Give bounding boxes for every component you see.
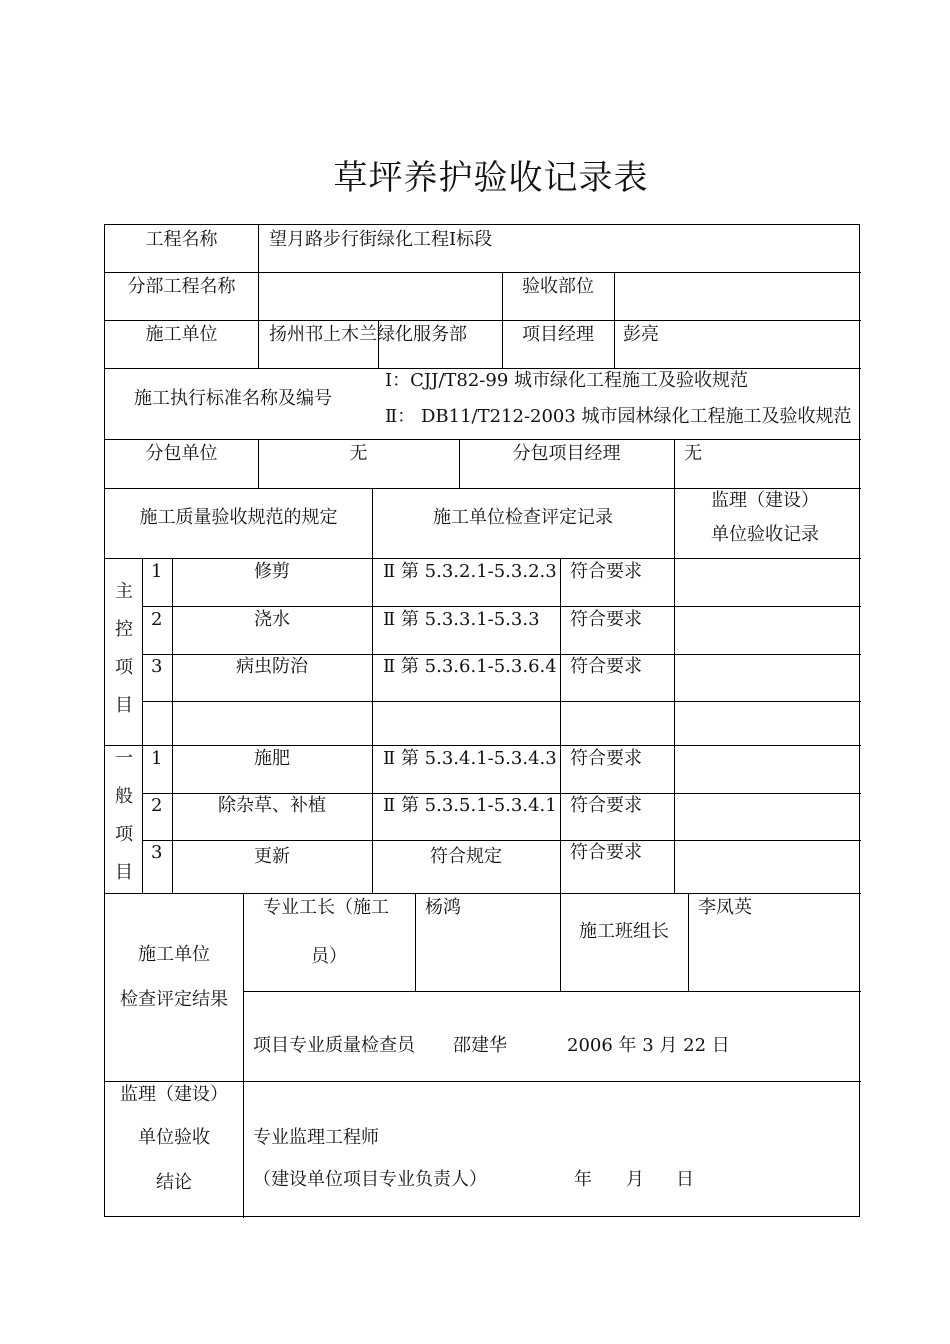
sub-manager-label: 分包项目经理	[512, 443, 621, 464]
foreman-label-line-1: 专业工长（施工	[263, 897, 389, 918]
item-result: 符合要求	[570, 609, 642, 630]
contractor-check-label-line-2: 检查评定结果	[120, 989, 228, 1010]
row-divider	[105, 320, 861, 321]
col-divider	[560, 558, 561, 893]
supervising-engineer-label: 专业监理工程师	[253, 1127, 379, 1148]
item-name: 除杂草、补植	[218, 795, 326, 816]
team-leader-label: 施工班组长	[579, 921, 669, 942]
main-items-group-label: 目	[115, 695, 133, 716]
main-items-group-label: 主	[115, 581, 133, 602]
inspection-record-table	[104, 224, 860, 1217]
project-manager-label: 项目经理	[522, 324, 594, 345]
column-header-supervisor-line-1: 监理（建设）	[711, 490, 819, 511]
item-number: 1	[151, 748, 163, 769]
row-divider	[243, 991, 861, 992]
foreman-label-line-2: 员）	[311, 946, 347, 967]
col-divider	[258, 225, 259, 368]
item-clause: 符合规定	[430, 846, 502, 867]
supervisor-label-line-2: 单位验收	[138, 1127, 210, 1148]
col-divider	[415, 893, 416, 991]
team-leader-value: 李凤英	[698, 897, 752, 918]
item-name: 施肥	[254, 748, 290, 769]
col-divider	[674, 439, 675, 488]
item-result: 符合要求	[570, 656, 642, 677]
subcontractor-label: 分包单位	[145, 443, 218, 464]
supervisor-label-line-3: 结论	[156, 1172, 192, 1193]
contractor-value: 扬州邗上木兰绿化服务部	[269, 324, 467, 345]
sign-year: 年	[574, 1169, 592, 1190]
row-divider	[105, 439, 861, 440]
col-divider	[674, 488, 675, 893]
row-divider	[105, 558, 861, 559]
standard-label: 施工执行标准名称及编号	[134, 388, 332, 409]
row-divider	[142, 840, 861, 841]
item-result: 符合要求	[570, 561, 642, 582]
standard-line-2: Ⅱ： DB11/T212-2003 城市园林绿化工程施工及验收规范	[385, 406, 852, 427]
item-clause: Ⅱ 第 5.3.4.1-5.3.4.3	[383, 748, 557, 769]
general-items-group-label: 一	[115, 748, 133, 769]
item-result: 符合要求	[570, 842, 642, 863]
item-number: 2	[151, 609, 163, 630]
contractor-label: 施工单位	[145, 324, 218, 345]
general-items-group-label: 项	[115, 824, 133, 845]
project-name-label: 工程名称	[145, 229, 218, 250]
contractor-check-label-line-1: 施工单位	[138, 944, 210, 965]
col-divider	[243, 893, 244, 1218]
item-number: 2	[151, 795, 163, 816]
item-clause: Ⅱ 第 5.3.3.1-5.3.3	[383, 609, 540, 630]
main-items-group-label: 项	[115, 657, 133, 678]
subproject-label: 分部工程名称	[127, 276, 236, 297]
item-clause: Ⅱ 第 5.3.2.1-5.3.2.3	[383, 561, 557, 582]
project-name-value: 望月路步行街绿化工程Ⅰ标段	[269, 229, 493, 250]
item-clause: Ⅱ 第 5.3.5.1-5.3.4.1	[383, 795, 557, 816]
check-date: 2006 年 3 月 22 日	[567, 1035, 730, 1056]
col-divider	[142, 558, 143, 893]
main-items-group-label: 控	[115, 619, 133, 640]
item-name: 更新	[254, 846, 290, 867]
general-items-group-label: 般	[115, 786, 133, 807]
item-clause: Ⅱ 第 5.3.6.1-5.3.6.4	[383, 656, 557, 677]
foreman-value: 杨鸿	[425, 897, 461, 918]
inspector-label: 项目专业质量检查员	[253, 1035, 415, 1056]
item-name: 修剪	[254, 561, 290, 582]
page-title: 草坪养护验收记录表	[333, 158, 649, 198]
sub-manager-value: 无	[684, 443, 702, 464]
column-header-contractor-record: 施工单位检查评定记录	[433, 507, 613, 528]
row-divider	[105, 272, 861, 273]
col-divider	[372, 488, 373, 893]
standard-line-1: Ⅰ：CJJ/T82-99 城市绿化工程施工及验收规范	[385, 370, 748, 391]
subcontractor-value: 无	[349, 443, 368, 464]
row-divider	[142, 606, 861, 607]
supervisor-label-line-1: 监理（建设）	[120, 1084, 228, 1105]
item-result: 符合要求	[570, 795, 642, 816]
project-manager-value: 彭亮	[623, 324, 659, 345]
col-divider	[614, 272, 615, 368]
item-number: 3	[151, 842, 163, 863]
item-name: 病虫防治	[236, 656, 308, 677]
item-number: 1	[151, 561, 163, 582]
sign-day: 日	[676, 1169, 694, 1190]
general-items-group-label: 目	[115, 862, 133, 883]
sign-month: 月	[626, 1169, 644, 1190]
row-divider	[105, 745, 861, 746]
item-name: 浇水	[254, 609, 290, 630]
row-divider	[142, 701, 861, 702]
inspector-value: 邵建华	[453, 1035, 507, 1056]
col-divider	[688, 893, 689, 991]
row-divider	[105, 1081, 861, 1082]
item-number: 3	[151, 656, 163, 677]
item-result: 符合要求	[570, 748, 642, 769]
column-header-spec: 施工质量验收规范的规定	[139, 507, 338, 528]
row-divider	[105, 893, 861, 894]
responsible-person-label: （建设单位项目专业负责人）	[253, 1169, 487, 1190]
inspection-part-label: 验收部位	[522, 276, 594, 297]
column-header-supervisor-line-2: 单位验收记录	[711, 524, 819, 545]
